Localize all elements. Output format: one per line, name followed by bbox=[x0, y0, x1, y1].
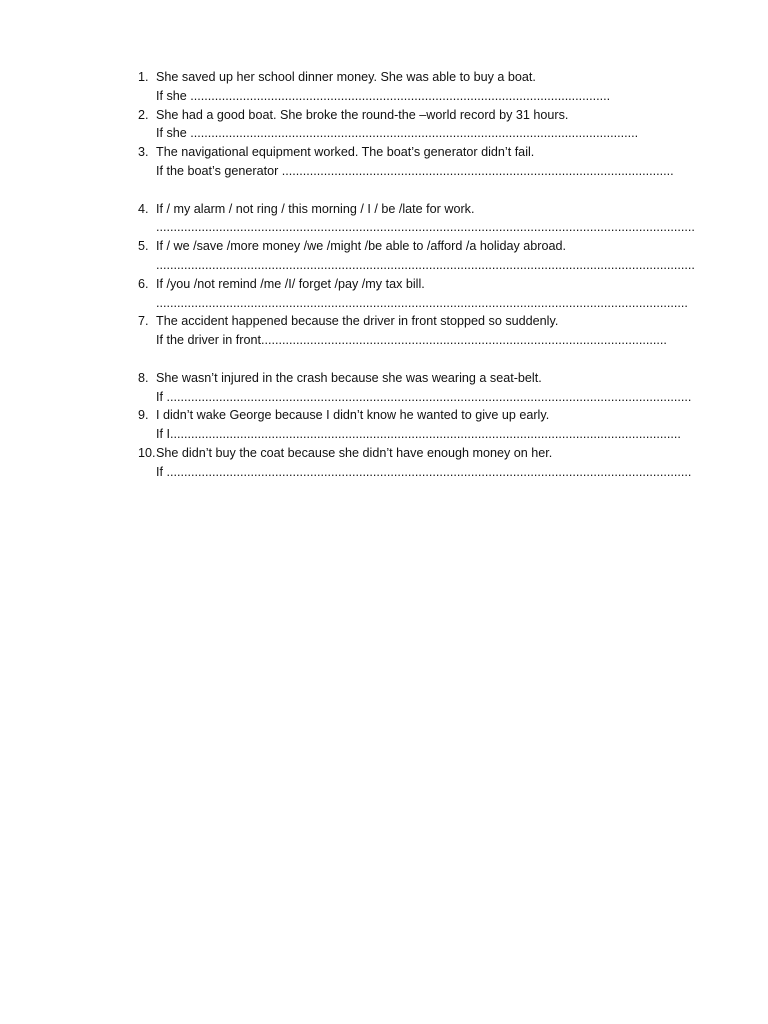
answer-line: If she ........................................................................................................................ bbox=[156, 88, 611, 103]
exercise-item-6 bbox=[128, 275, 708, 313]
item-number: 4. bbox=[138, 201, 149, 216]
item-body bbox=[156, 237, 695, 275]
item-body bbox=[156, 106, 638, 144]
exercise-item-8 bbox=[128, 369, 708, 407]
spacer bbox=[128, 350, 708, 369]
item-prompt: She didn’t buy the coat because she didn’t have enough money on her. bbox=[156, 445, 553, 460]
exercise-item-5 bbox=[128, 237, 708, 275]
answer-line: .......................................................................................................................................................... bbox=[156, 220, 695, 235]
item-prompt: If / we /save /more money /we /might /be able to /afford /a holiday abroad. bbox=[156, 239, 566, 254]
answer-line: If the boat’s generator ................................................................................................................ bbox=[156, 163, 674, 178]
item-prompt: I didn’t wake George because I didn’t know he wanted to give up early. bbox=[156, 408, 550, 423]
answer-line: If I.................................................................................................................................................. bbox=[156, 427, 681, 442]
item-prompt: She saved up her school dinner money. She was able to buy a boat. bbox=[156, 70, 536, 84]
item-number: 8. bbox=[138, 370, 149, 385]
item-number: 1. bbox=[138, 70, 149, 84]
item-body bbox=[156, 200, 695, 238]
answer-line: If the driver in front.................................................................................................................... bbox=[156, 333, 667, 348]
item-number: 10. bbox=[138, 445, 156, 460]
answer-line: ........................................................................................................................................................ bbox=[156, 295, 688, 310]
item-body bbox=[156, 68, 610, 106]
item-body bbox=[156, 143, 674, 181]
item-body bbox=[156, 369, 691, 407]
exercise-item-10 bbox=[128, 444, 708, 482]
item-number: 3. bbox=[138, 145, 149, 160]
item-number: 7. bbox=[138, 314, 149, 329]
item-body bbox=[156, 312, 667, 350]
item-prompt: If /you /not remind /me /I/ forget /pay /my tax bill. bbox=[156, 276, 425, 291]
exercise-list bbox=[128, 68, 708, 482]
item-body bbox=[156, 275, 688, 313]
item-number: 9. bbox=[138, 408, 149, 423]
item-number: 6. bbox=[138, 276, 149, 291]
item-prompt: The accident happened because the driver in front stopped so suddenly. bbox=[156, 314, 559, 329]
spacer bbox=[128, 181, 708, 200]
answer-line: If ...................................................................................................................................................... bbox=[156, 464, 692, 479]
item-prompt: The navigational equipment worked. The boat’s generator didn’t fail. bbox=[156, 145, 535, 160]
exercise-item-2 bbox=[128, 106, 708, 144]
item-prompt: She had a good boat. She broke the round-the –world record by 31 hours. bbox=[156, 107, 569, 122]
answer-line: .......................................................................................................................................................... bbox=[156, 257, 695, 272]
answer-line: If she ................................................................................................................................ bbox=[156, 126, 639, 141]
exercise-item-4 bbox=[128, 200, 708, 238]
item-prompt: She wasn’t injured in the crash because she was wearing a seat-belt. bbox=[156, 370, 542, 385]
exercise-item-7 bbox=[128, 312, 708, 350]
item-prompt: If / my alarm / not ring / this morning / I / be /late for work. bbox=[156, 201, 475, 216]
item-number: 2. bbox=[138, 107, 149, 122]
answer-line: If ...................................................................................................................................................... bbox=[156, 389, 692, 404]
exercise-item-9 bbox=[128, 406, 708, 444]
exercise-item-1 bbox=[128, 68, 708, 106]
item-body bbox=[156, 406, 681, 444]
item-body bbox=[156, 444, 691, 482]
exercise-item-3 bbox=[128, 143, 708, 181]
item-number: 5. bbox=[138, 239, 149, 254]
